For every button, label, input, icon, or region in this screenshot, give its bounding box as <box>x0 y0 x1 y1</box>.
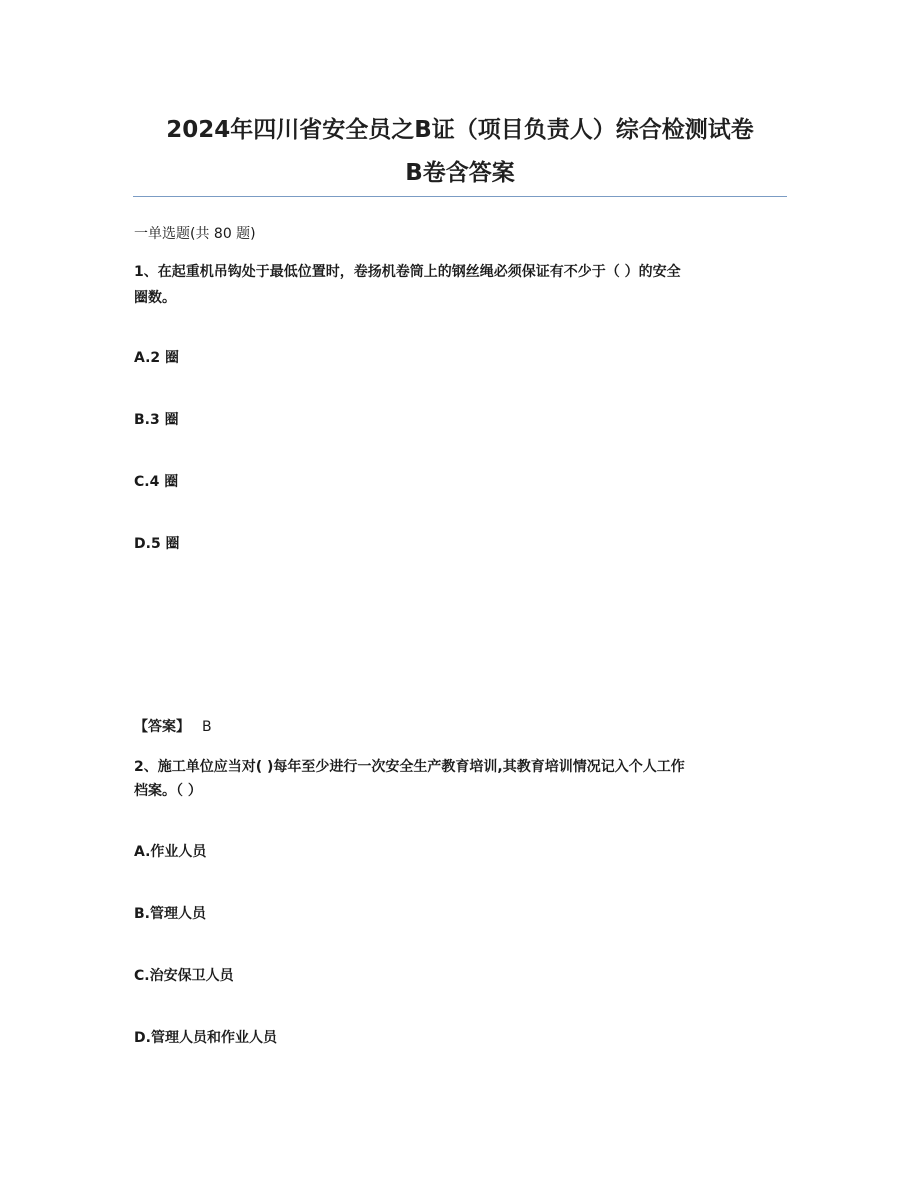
title-divider <box>133 196 787 197</box>
question-2-stem-line-1: 2、施工单位应当对( )每年至少进行一次安全生产教育培训,其教育培训情况记入个人工作 <box>134 759 685 775</box>
question-1-option-a: A.2 圈 <box>134 350 180 366</box>
question-1-option-b: B.3 圈 <box>134 412 179 428</box>
section-header: 一单选题(共 80 题) <box>134 226 256 242</box>
question-1-option-d: D.5 圈 <box>134 536 180 552</box>
question-1-stem-line-2: 圈数。 <box>134 290 176 306</box>
question-2-option-c: C.治安保卫人员 <box>134 968 234 984</box>
question-1-option-c: C.4 圈 <box>134 474 179 490</box>
question-2-stem-line-2: 档案。（ ） <box>134 783 202 799</box>
question-1-stem-line-1: 1、在起重机吊钩处于最低位置时，卷扬机卷筒上的钢丝绳必须保证有不少于（ ）的安全 <box>134 264 681 280</box>
answer-label: 【答案】 <box>134 719 190 735</box>
question-1-answer <box>134 714 794 740</box>
answer-value: B <box>202 719 212 735</box>
document-title-line-1: 2024年四川省安全员之B证（项目负责人）综合检测试卷 <box>166 117 754 143</box>
question-2-option-d: D.管理人员和作业人员 <box>134 1030 277 1046</box>
document-title-line-2: B卷含答案 <box>405 160 515 186</box>
question-2-option-b: B.管理人员 <box>134 906 206 922</box>
question-2-option-a: A.作业人员 <box>134 844 207 860</box>
